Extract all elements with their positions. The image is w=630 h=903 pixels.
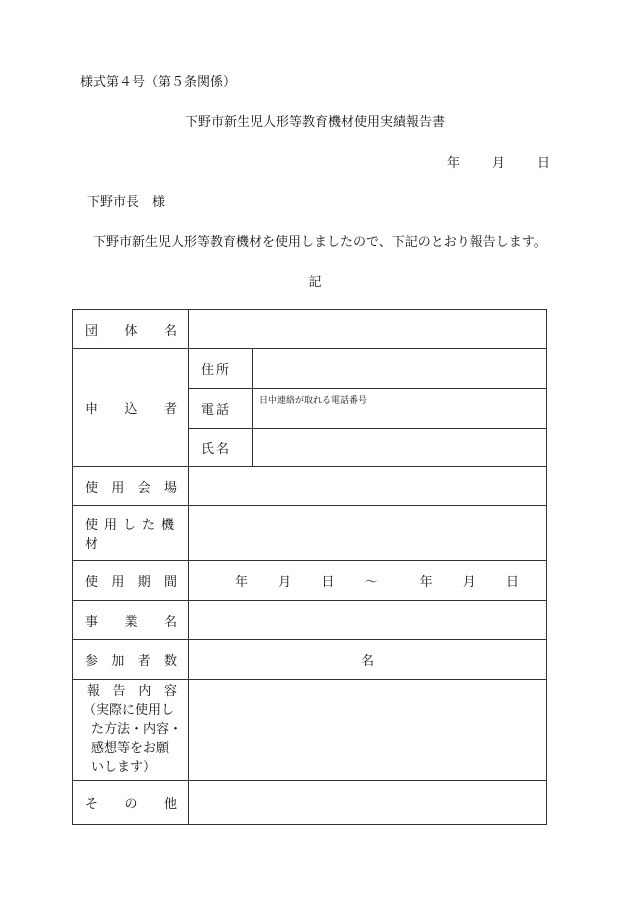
applicant-label <box>73 349 189 467</box>
label-char: 告 <box>112 684 126 699</box>
period-end-month: 月 <box>462 575 476 590</box>
row-group-name <box>73 310 547 349</box>
report-form-table <box>72 309 547 825</box>
period-start-month: 月 <box>278 575 292 590</box>
row-participants <box>73 640 547 680</box>
row-applicant-address <box>73 349 547 389</box>
row-report <box>73 680 547 781</box>
addressee: 下野市長 様 <box>87 195 166 210</box>
phone-field[interactable] <box>253 389 547 429</box>
label-char: 報 <box>87 684 101 699</box>
venue-label <box>73 467 189 506</box>
report-detail-line: いします） <box>91 760 157 775</box>
label-char: 申 <box>85 402 99 417</box>
group-name-label <box>73 310 189 349</box>
row-period <box>73 561 547 601</box>
report-label <box>73 680 189 781</box>
label-char: 住 <box>201 363 215 378</box>
label-char: 名 <box>163 614 177 630</box>
intro-statement: 下野市新生児人形等教育機材を使用しましたので、下記のとおり報告します。 <box>93 235 547 250</box>
report-detail-line: 感想等をお願 <box>91 741 170 756</box>
label-char: 団 <box>85 323 99 339</box>
period-start-day: 日 <box>321 575 335 590</box>
other-field[interactable] <box>189 781 547 825</box>
label-char: 場 <box>163 480 177 496</box>
venue-field[interactable] <box>189 467 547 506</box>
row-equipment <box>73 506 547 561</box>
name-field[interactable] <box>253 429 547 467</box>
label-char: 内 <box>138 684 152 699</box>
label-char: 使 <box>85 575 99 590</box>
label-char: 氏 <box>201 442 215 457</box>
phone-label <box>189 389 253 429</box>
period-field[interactable] <box>189 561 547 601</box>
report-detail-line: （実際に使用し <box>83 703 175 718</box>
label-char: 名 <box>215 442 229 457</box>
participants-label <box>73 640 189 680</box>
label-char: の <box>124 797 138 812</box>
date-year-field[interactable]: 年 <box>446 156 460 171</box>
participants-field[interactable] <box>189 640 547 680</box>
name-label <box>189 429 253 467</box>
label-char: 業 <box>124 614 138 630</box>
label-char: 間 <box>163 575 177 590</box>
row-project-name <box>73 601 547 640</box>
phone-note: 日中連絡が取れる電話番号 <box>259 396 368 406</box>
project-name-field[interactable] <box>189 601 547 640</box>
date-day-field[interactable]: 日 <box>536 156 550 171</box>
row-other <box>73 781 547 825</box>
date-month-field[interactable]: 月 <box>491 156 505 171</box>
ki-heading: 記 <box>308 275 322 290</box>
form-number: 様式第４号（第５条関係） <box>80 75 237 90</box>
row-venue <box>73 467 547 506</box>
participants-unit: 名 <box>360 654 374 669</box>
label-char: 他 <box>163 797 177 812</box>
project-name-label <box>73 601 189 640</box>
group-name-field[interactable] <box>189 310 547 349</box>
label-char: 込 <box>124 402 138 417</box>
other-label <box>73 781 189 825</box>
label-char: 話 <box>215 403 229 418</box>
period-end-day: 日 <box>505 575 519 590</box>
label-char: 電 <box>201 403 215 418</box>
period-end-year: 年 <box>419 575 433 590</box>
address-label <box>189 349 253 389</box>
label-char: 参 <box>85 654 99 669</box>
report-field[interactable] <box>189 680 547 781</box>
label-char: 使 <box>85 480 99 496</box>
label-char: 期 <box>137 575 151 590</box>
label-char: 者 <box>163 402 177 417</box>
period-label <box>73 561 189 601</box>
label-char: 会 <box>137 480 151 496</box>
date-line <box>447 152 550 171</box>
period-start-year: 年 <box>235 575 249 590</box>
period-separator: ～ <box>364 575 378 590</box>
address-field[interactable] <box>253 349 547 389</box>
report-detail-line: た方法・内容・ <box>91 722 183 737</box>
equipment-field[interactable] <box>189 506 547 561</box>
document-title: 下野市新生児人形等教育機材使用実績報告書 <box>184 115 445 130</box>
label-char: 所 <box>215 363 229 378</box>
equipment-label: 使用した機材 <box>73 506 189 561</box>
label-char: 用 <box>111 480 125 496</box>
label-char: 名 <box>163 323 177 339</box>
label-char: 容 <box>163 684 177 699</box>
label-char: そ <box>85 797 99 812</box>
label-char: 加 <box>111 654 125 669</box>
label-char: 数 <box>163 654 177 669</box>
label-char: 体 <box>124 323 138 339</box>
label-char: 事 <box>85 614 99 630</box>
label-char: 用 <box>111 575 125 590</box>
label-char: 者 <box>137 654 151 669</box>
